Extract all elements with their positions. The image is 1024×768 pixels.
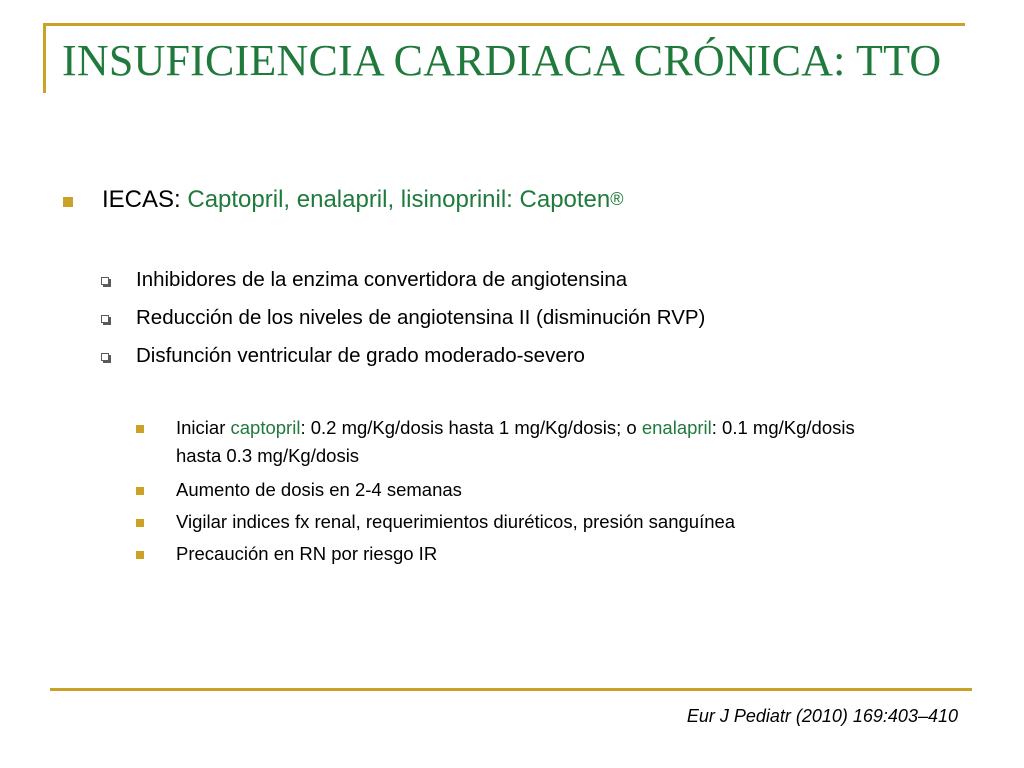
title-frame-top-line — [43, 23, 965, 26]
subbullet-text: Inhibidores de la enzima convertidora de angiotensina — [136, 268, 628, 291]
subbullet-text: Reducción de los niveles de angiotensina II (disminución RVP) — [136, 306, 706, 329]
bullet-iecas-text — [102, 186, 624, 215]
dose-bullet-text — [176, 414, 896, 470]
registered-mark: ® — [610, 189, 624, 209]
iecas-label: IECAS: — [102, 186, 188, 213]
drug-enalapril: enalapril — [641, 417, 712, 438]
detail-bullet-text: Precaución en RN por riesgo IR — [176, 543, 438, 564]
square-bullet-icon — [136, 425, 144, 433]
drug-captopril: captopril — [230, 417, 301, 438]
square-bullet-icon — [136, 487, 144, 495]
hollow-square-bullet-icon — [101, 315, 109, 323]
dose-text-part: : 0.2 mg/Kg/dosis hasta 1 mg/Kg/dosis; o — [300, 417, 642, 438]
footer-divider-line — [50, 688, 972, 691]
square-bullet-icon — [136, 519, 144, 527]
square-bullet-icon — [63, 197, 73, 207]
hollow-square-bullet-icon — [101, 353, 109, 361]
slide-title: INSUFICIENCIA CARDIACA CRÓNICA: TTO — [62, 36, 942, 85]
square-bullet-icon — [136, 551, 144, 559]
subbullet-text: Disfunción ventricular de grado moderado-severo — [136, 344, 585, 367]
drug-names: Captopril, enalapril, lisinoprinil: Capoten — [187, 186, 611, 213]
dose-text-part: : 0.1 mg/Kg/dosis hasta 0.3 mg/Kg/dosis — [176, 417, 855, 466]
title-frame-left-line — [43, 23, 46, 93]
dose-text-part: Iniciar — [176, 417, 231, 438]
citation: Eur J Pediatr (2010) 169:403–410 — [686, 706, 958, 726]
hollow-square-bullet-icon — [101, 277, 109, 285]
detail-bullet-text: Vigilar indices fx renal, requerimientos diuréticos, presión sanguínea — [176, 511, 736, 532]
detail-bullet-text: Aumento de dosis en 2-4 semanas — [176, 479, 462, 500]
